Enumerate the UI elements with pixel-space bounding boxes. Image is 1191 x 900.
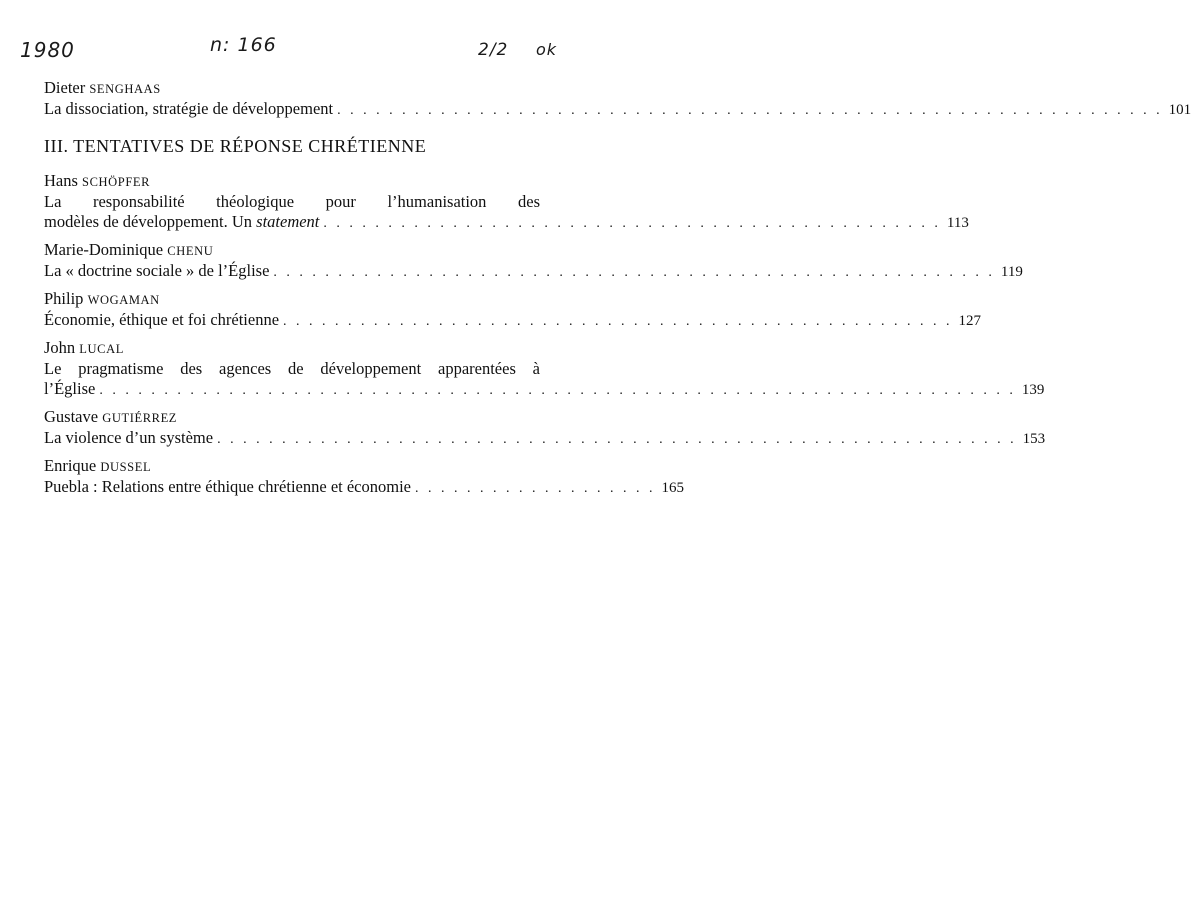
author-last-name: CHENU xyxy=(167,244,214,258)
dot-leader: . . . . . . . . . . . . . . . . . . . . . . . . . . . . . . . . . . . . . . . . . . . . . . . . xyxy=(323,216,941,231)
handwritten-year: 1980 xyxy=(20,38,75,62)
toc-title-line xyxy=(44,261,1023,283)
toc-page-number: 139 xyxy=(1021,382,1045,398)
author-first-name: Marie-Dominique xyxy=(44,240,164,259)
handwritten-fraction: 2/2 xyxy=(478,40,509,60)
toc-title-line xyxy=(44,99,1191,121)
toc-title-line-2 xyxy=(44,212,969,234)
toc-title: La « doctrine sociale » de l’Église xyxy=(44,261,270,280)
toc-entry-gutierrez xyxy=(44,407,1046,450)
toc-title-line-2 xyxy=(44,379,1045,401)
dot-leader: . . . . . . . . . . . . . . . . . . . xyxy=(415,481,656,496)
author-first-name: Dieter xyxy=(44,78,86,97)
author-last-name: SCHÖPFER xyxy=(82,175,151,189)
toc-author xyxy=(44,240,554,261)
toc-title-line-1: Le pragmatisme des agences de développement apparentées à xyxy=(44,359,540,378)
toc-title-line xyxy=(44,477,684,499)
author-first-name: Philip xyxy=(44,289,84,308)
toc-page-number: 165 xyxy=(661,480,684,496)
toc-author xyxy=(44,171,554,192)
author-first-name: Hans xyxy=(44,171,78,190)
author-first-name: Enrique xyxy=(44,456,97,475)
toc-author xyxy=(44,289,554,310)
toc-author xyxy=(44,78,554,99)
section-heading: III. TENTATIVES DE RÉPONSE CHRÉTIENNE xyxy=(44,136,427,156)
toc-title: La violence d’un système xyxy=(44,428,214,447)
toc-title-text: modèles de développement. Un xyxy=(44,212,253,231)
author-last-name: DUSSEL xyxy=(100,460,152,474)
toc-title-line xyxy=(44,310,982,332)
dot-leader: . . . . . . . . . . . . . . . . . . . . . . . . . . . . . . . . . . . . . . . . . . . . . . . . . . . . . . . . xyxy=(273,265,995,280)
toc-entry-chenu xyxy=(44,240,1023,283)
toc-title: Puebla : Relations entre éthique chrétienne et économie xyxy=(44,477,411,496)
toc-author xyxy=(44,456,554,477)
toc-entry-schopfer xyxy=(44,171,969,234)
dot-leader: . . . . . . . . . . . . . . . . . . . . . . . . . . . . . . . . . . . . . . . . . . . . . . . . . . . . . . . . . . . . . . xyxy=(217,432,1017,447)
toc-page-number: 101 xyxy=(1168,102,1191,118)
toc-entry-dussel xyxy=(44,456,684,499)
toc-page-number: 119 xyxy=(1000,264,1023,280)
toc-title: l’Église xyxy=(44,379,96,398)
toc-author xyxy=(44,338,554,359)
toc-title: La dissociation, stratégie de développement xyxy=(44,99,334,118)
author-first-name: Gustave xyxy=(44,407,99,426)
dot-leader: . . . . . . . . . . . . . . . . . . . . . . . . . . . . . . . . . . . . . . . . . . . . . . . . . . . . xyxy=(283,314,953,329)
dot-leader: . . . . . . . . . . . . . . . . . . . . . . . . . . . . . . . . . . . . . . . . . . . . . . . . . . . . . . . . . . . . . . . . xyxy=(337,103,1163,118)
author-last-name: GUTIÉRREZ xyxy=(102,411,178,425)
toc-title-line-1: La responsabilité théologique pour l’humanisation des xyxy=(44,192,540,211)
toc-page-number: 113 xyxy=(946,215,969,231)
toc-page-number: 153 xyxy=(1022,431,1046,447)
author-last-name: WOGAMAN xyxy=(87,293,160,307)
toc-title-italic: statement xyxy=(256,212,320,231)
toc-entry-senghaas xyxy=(44,78,1191,121)
table-of-contents xyxy=(44,78,1191,505)
handwritten-number: n: 166 xyxy=(210,34,277,56)
author-first-name: John xyxy=(44,338,76,357)
toc-entry-wogaman xyxy=(44,289,982,332)
toc-page-number: 127 xyxy=(958,313,982,329)
toc-title: Économie, éthique et foi chrétienne xyxy=(44,310,280,329)
author-last-name: LUCAL xyxy=(79,342,124,356)
toc-title xyxy=(44,212,319,232)
author-last-name: SENGHAAS xyxy=(89,82,161,96)
toc-author xyxy=(44,407,554,428)
toc-title-line xyxy=(44,428,1046,450)
toc-entry-lucal xyxy=(44,338,1045,401)
handwritten-ok: ok xyxy=(536,40,558,59)
dot-leader: . . . . . . . . . . . . . . . . . . . . . . . . . . . . . . . . . . . . . . . . . . . . . . . . . . . . . . . . . . . . . . . . . . . . . . . xyxy=(99,383,1016,398)
